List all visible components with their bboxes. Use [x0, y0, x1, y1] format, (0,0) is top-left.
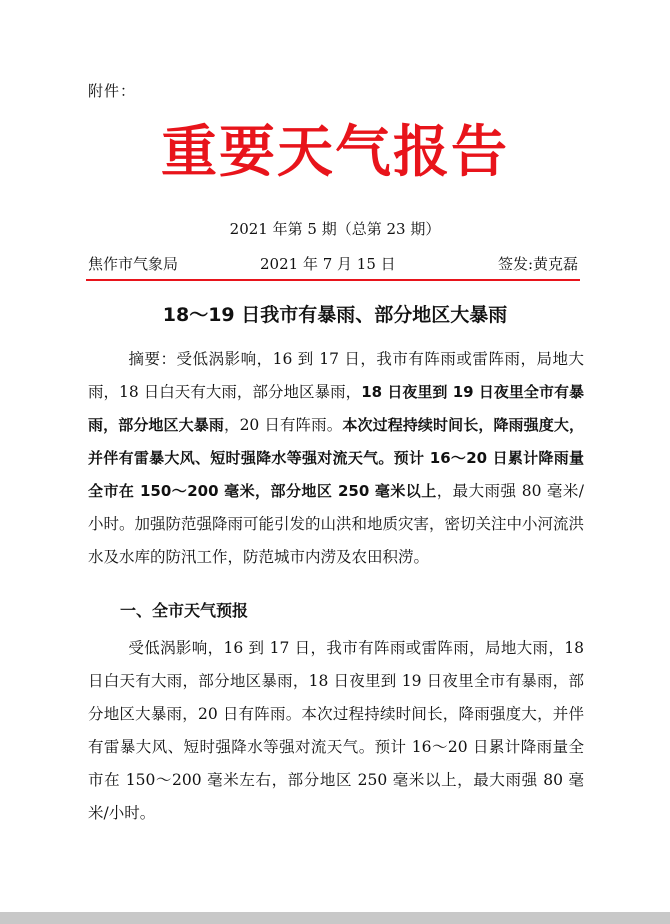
attachment-label: 附件：: [88, 82, 137, 100]
report-title: 重要天气报告: [161, 119, 509, 185]
red-divider: [86, 279, 580, 281]
summary-paragraph: [88, 343, 584, 574]
bottom-scroll-bar: [0, 912, 670, 924]
summary-text-1: 摘要：受低涡影响，16 到 17 日，我市有阵雨或雷阵雨，局地大雨，18 日白天有大雨，部分地区暴雨，: [88, 350, 584, 401]
section-heading: 一、全市天气预报: [120, 601, 249, 620]
body-text: 受低涡影响，16 到 17 日，我市有阵雨或雷阵雨，局地大雨，18 日白天有大雨，部分地区暴雨，18 日夜里到 19 日夜里全市有暴雨，部分地区大暴雨，20 日有阵雨。本次过程持续时间长，降雨强度大，并伴有雷暴大风、短时强降水等强对流天气。预计 16～20 日累计降雨量全市在 150～200 毫米左右，部分地区 250 毫米以上，最大雨强 80 毫米/小时。: [88, 639, 584, 822]
summary-bold-2: 本次过程持续时间长，降雨强度大，并伴有雷暴大风、短时强降水等强对流天气。预计 16～20 日累计降雨量全市在 150～200 毫米，部分地区 250 毫米以上: [88, 416, 584, 500]
summary-bold-1: 18 日夜里到 19 日夜里全市有暴雨，部分地区大暴雨: [88, 383, 585, 434]
signer: 签发:黄克磊: [497, 255, 578, 273]
summary-text-3: ，最大雨强 80 毫米/小时。加强防范强降雨可能引发的山洪和地质灾害，密切关注中小河流洪水及水库的防汛工作，防范城市内涝及农田积涝。: [88, 482, 585, 566]
issue-line: 2021 年第 5 期（总第 23 期）: [229, 220, 441, 238]
issue-date: 2021 年 7 月 15 日: [260, 255, 396, 273]
headline: 18～19 日我市有暴雨、部分地区大暴雨: [162, 304, 508, 326]
body-paragraph: [88, 632, 584, 830]
summary-text-2: ，20 日有阵雨。: [223, 416, 343, 434]
issuing-bureau: 焦作市气象局: [88, 255, 179, 273]
meta-row: [88, 253, 578, 273]
